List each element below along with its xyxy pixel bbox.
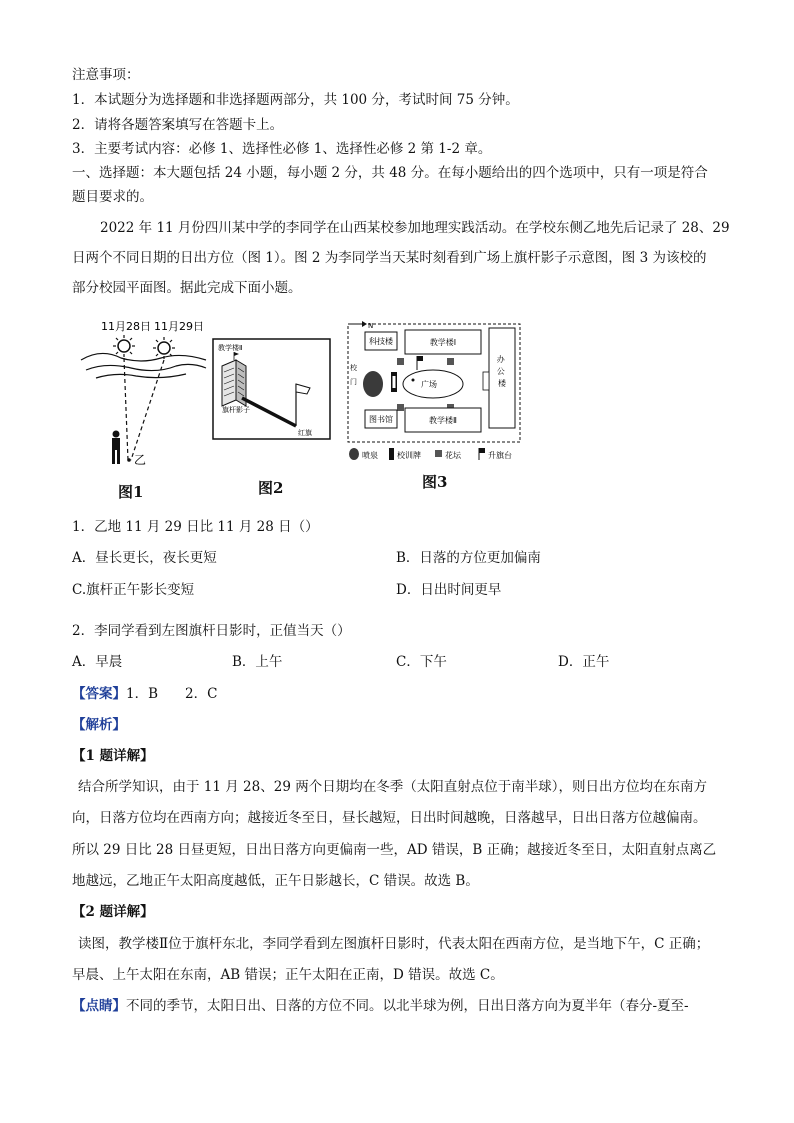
legend-fountain-icon [349, 448, 359, 460]
sightline-28 [124, 358, 128, 460]
flowerbed-marker [447, 358, 454, 365]
square-label: 广场 [421, 380, 437, 389]
office-label [497, 354, 508, 388]
figure-3-caption: 图3 [422, 473, 448, 491]
answer-label: 【答案】 [72, 686, 126, 702]
detail-1-line-1: 结合所学知识，由于 11 月 28、29 两个日期均在冬季（太阳直射点位于南半球），则日出方位均在东南方 [78, 779, 707, 795]
detail-1-line-2: 向，日落方位均在西南方向；越接近冬至日，昼长越短，日出时间越晚，日落越早，日出日落方位越偏南。 [72, 810, 707, 826]
fountain-marker [363, 371, 383, 397]
gate-char: 门 [350, 378, 357, 386]
library-label: 图书馆 [369, 415, 393, 424]
fig1-date-1: 11月28日 [101, 320, 151, 333]
answer-line [72, 685, 217, 703]
fig2-flag-label: 红旗 [298, 429, 312, 437]
fig1-date-2: 11月29日 [154, 320, 204, 333]
q2-option-a: A．早晨 [72, 654, 123, 670]
office-entrance [483, 372, 489, 390]
notice-item-2: 2．请将各题答案填写在答题卡上。 [72, 117, 284, 133]
detail-1-line-3: 所以 29 日比 28 日昼更短，日出日落方向更偏南一些，AD 错误，B 正确；越接近冬至日，太阳直射点离乙 [72, 842, 717, 858]
detail-2-label: 【2 题详解】 [72, 904, 154, 920]
q1-option-c: C.旗杆正午影长变短 [72, 582, 195, 598]
fig1-point-label: 乙 [134, 453, 147, 467]
horizon-hills [81, 353, 206, 378]
figure-2-caption: 图2 [258, 479, 284, 497]
q1-option-d: D．日出时间更早 [396, 582, 502, 598]
section-heading-line1: 一、选择题：本大题包括 24 小题，每小题 2 分，共 48 分。在每小题给出的四个选项中，只有一项是符合 [72, 165, 708, 181]
legend-fountain-label: 喷泉 [362, 451, 378, 460]
detail-1-label: 【1 题详解】 [72, 748, 154, 764]
legend-flagstand-label: 升旗台 [488, 451, 512, 460]
q2-option-d: D．正午 [558, 654, 610, 670]
legend-flowerbed-label: 花坛 [445, 451, 461, 460]
legend-flagstand-icon [479, 448, 485, 460]
question-2-stem: 2．李同学看到左图旗杆日影时，正值当天（） [72, 623, 351, 639]
square-point [412, 379, 415, 382]
q1-option-b: B．日落的方位更加偏南 [396, 550, 541, 566]
legend-flowerbed-icon [435, 450, 442, 457]
flowerbed-marker [397, 404, 404, 411]
figure-1-caption: 图1 [118, 483, 144, 501]
person-icon [112, 431, 120, 465]
fig2-building-label: 教学楼Ⅱ [218, 344, 243, 352]
notice-item-3: 3．主要考试内容：必修 1、选择性必修 1、选择性必修 2 第 1-2 章。 [72, 141, 492, 157]
q2-option-c: C．下午 [396, 654, 447, 670]
section-heading-line2: 题目要求的。 [72, 189, 153, 205]
notice-title: 注意事项： [72, 67, 140, 83]
legend-sign-label: 校训牌 [397, 451, 421, 460]
flowerbed-marker [397, 358, 404, 365]
detail-2-line-1: 读图，教学楼Ⅱ位于旗杆东北，李同学看到左图旗杆日影时，代表太阳在西南方位，是当地下午，C 正确； [78, 936, 710, 952]
office-char: 楼 [498, 379, 506, 388]
figure-2-flag-shadow-diagram [212, 338, 332, 442]
passage-line-1: 2022 年 11 月份四川某中学的李同学在山西某校参加地理实践活动。在学校东侧乙地先后记录了 28、29 [100, 220, 730, 236]
tip-label: 【点睛】 [72, 998, 126, 1014]
analysis-label: 【解析】 [72, 717, 126, 733]
notice-item-1: 1．本试题分为选择题和非选择题两部分，共 100 分，考试时间 75 分钟。 [72, 92, 519, 108]
figure-1-sunrise-diagram [76, 312, 216, 472]
figure-3-campus-map [345, 318, 535, 468]
gate-char: 校 [350, 364, 357, 372]
building-office [489, 328, 515, 428]
tip-text: 不同的季节，太阳日出、日落的方位不同。以北半球为例，日出日落方向为夏半年（春分-夏至- [126, 998, 689, 1014]
passage-line-2: 日两个不同日期的日出方位（图 1）。图 2 为李同学当天某时刻看到广场上旗杆影子示意图，图 3 为该校的 [72, 250, 707, 266]
point-yi-marker [127, 458, 131, 462]
motto-sign-inner [393, 376, 396, 388]
sightline-29 [131, 360, 164, 460]
office-char: 公 [496, 367, 505, 376]
answer-text: 1．B 2．C [126, 686, 218, 702]
legend-sign-icon [389, 448, 394, 460]
teach2-label: 教学楼Ⅱ [429, 416, 457, 425]
keji-label: 科技楼 [369, 337, 393, 346]
question-1-stem: 1．乙地 11 月 29 日比 11 月 28 日（） [72, 519, 319, 535]
office-char: 办 [496, 355, 505, 364]
teach1-label: 教学楼Ⅰ [429, 338, 457, 347]
tip-line [72, 997, 689, 1015]
detail-1-line-4: 地越远，乙地正午太阳高度越低，正午日影越长，C 错误。故选 B。 [72, 873, 479, 889]
q2-option-b: B．上午 [232, 654, 283, 670]
sun-icon [113, 335, 135, 357]
q1-option-a: A．昼长更长，夜长更短 [72, 550, 217, 566]
north-label: N [368, 322, 374, 330]
detail-2-line-2: 早晨、上午太阳在东南，AB 错误；正午太阳在正南，D 错误。故选 C。 [72, 967, 504, 983]
fig2-shadow-label: 旗杆影子 [222, 406, 250, 414]
passage-line-3: 部分校园平面图。据此完成下面小题。 [72, 280, 302, 296]
